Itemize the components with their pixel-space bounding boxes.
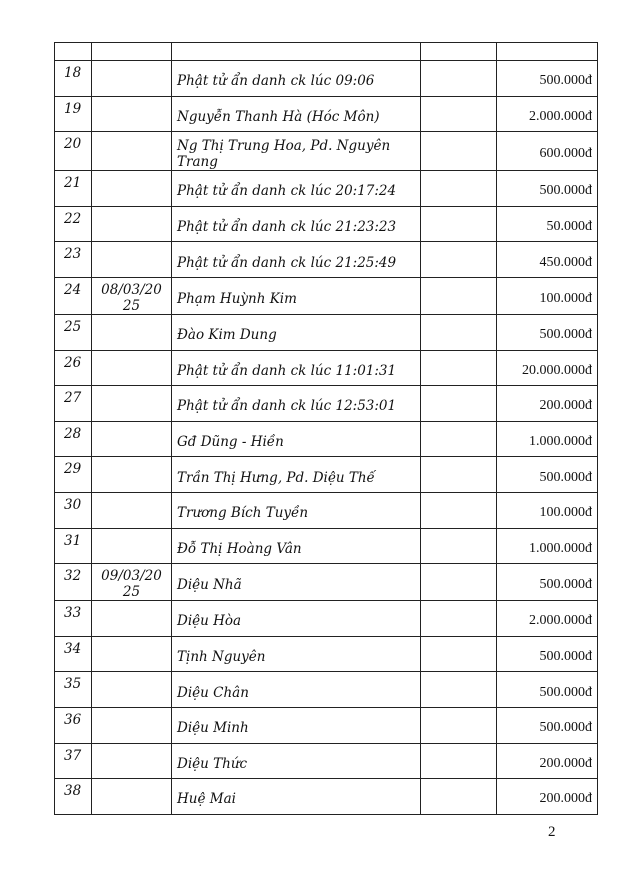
amount-cell: 500.000đ xyxy=(497,314,598,350)
row-number-cell: 36 xyxy=(55,707,92,743)
date-cell xyxy=(92,61,172,97)
amount-cell: 20.000.000đ xyxy=(497,350,598,386)
amount-cell: 200.000đ xyxy=(497,779,598,815)
table-row xyxy=(55,707,598,743)
blank-cell xyxy=(421,492,497,528)
amount-cell: 600.000đ xyxy=(497,132,598,171)
donor-name-cell: Phật tử ẩn danh ck lúc 20:17:24 xyxy=(172,171,421,207)
page-number: 2 xyxy=(548,824,556,840)
row-number-cell: 31 xyxy=(55,528,92,564)
blank-cell xyxy=(421,242,497,278)
amount-cell: 500.000đ xyxy=(497,61,598,97)
amount-cell: 500.000đ xyxy=(497,564,598,601)
blank-cell xyxy=(421,672,497,708)
blank-cell xyxy=(421,743,497,779)
header-cell-name xyxy=(172,43,421,61)
date-cell xyxy=(92,672,172,708)
donor-name-cell: Diệu Hòa xyxy=(172,601,421,637)
table-header-row xyxy=(55,43,598,61)
blank-cell xyxy=(421,564,497,601)
row-number-cell: 23 xyxy=(55,242,92,278)
table-row xyxy=(55,314,598,350)
row-number-cell: 26 xyxy=(55,350,92,386)
donor-name-cell: Ng Thị Trung Hoa, Pd. Nguyên Trang xyxy=(172,132,421,171)
amount-cell: 500.000đ xyxy=(497,636,598,672)
amount-cell: 200.000đ xyxy=(497,386,598,422)
donor-name-cell: Trần Thị Hưng, Pd. Diệu Thế xyxy=(172,457,421,493)
row-number-cell: 35 xyxy=(55,672,92,708)
row-number-cell: 33 xyxy=(55,601,92,637)
blank-cell xyxy=(421,350,497,386)
blank-cell xyxy=(421,601,497,637)
blank-cell xyxy=(421,421,497,457)
row-number-cell: 25 xyxy=(55,314,92,350)
blank-cell xyxy=(421,779,497,815)
row-number-cell: 20 xyxy=(55,132,92,171)
blank-cell xyxy=(421,386,497,422)
table-row xyxy=(55,779,598,815)
table-row xyxy=(55,564,598,601)
table-row xyxy=(55,421,598,457)
row-number-cell: 34 xyxy=(55,636,92,672)
date-cell: 09/03/20 25 xyxy=(92,564,172,601)
amount-cell: 100.000đ xyxy=(497,277,598,314)
donor-name-cell: Tịnh Nguyên xyxy=(172,636,421,672)
donor-name-cell: Đỗ Thị Hoàng Vân xyxy=(172,528,421,564)
donor-name-cell: Diệu Thức xyxy=(172,743,421,779)
table-row xyxy=(55,386,598,422)
row-number-cell: 24 xyxy=(55,277,92,314)
row-number-cell: 27 xyxy=(55,386,92,422)
donor-name-cell: Phật tử ẩn danh ck lúc 09:06 xyxy=(172,61,421,97)
row-number-cell: 28 xyxy=(55,421,92,457)
donor-name-cell: Phật tử ẩn danh ck lúc 11:01:31 xyxy=(172,350,421,386)
blank-cell xyxy=(421,314,497,350)
date-cell xyxy=(92,779,172,815)
donor-name-cell: Diệu Nhã xyxy=(172,564,421,601)
amount-cell: 1.000.000đ xyxy=(497,528,598,564)
amount-cell: 50.000đ xyxy=(497,206,598,242)
table-row xyxy=(55,528,598,564)
amount-cell: 500.000đ xyxy=(497,171,598,207)
blank-cell xyxy=(421,206,497,242)
amount-cell: 200.000đ xyxy=(497,743,598,779)
amount-cell: 500.000đ xyxy=(497,672,598,708)
amount-cell: 1.000.000đ xyxy=(497,421,598,457)
donor-name-cell: Đào Kim Dung xyxy=(172,314,421,350)
row-number-cell: 30 xyxy=(55,492,92,528)
donor-name-cell: Diệu Chân xyxy=(172,672,421,708)
table-row xyxy=(55,277,598,314)
amount-cell: 500.000đ xyxy=(497,457,598,493)
table-row xyxy=(55,601,598,637)
date-cell: 08/03/20 25 xyxy=(92,277,172,314)
row-number-cell: 32 xyxy=(55,564,92,601)
row-number-cell: 22 xyxy=(55,206,92,242)
table-row xyxy=(55,242,598,278)
donor-name-cell: Nguyễn Thanh Hà (Hóc Môn) xyxy=(172,96,421,132)
donor-name-cell: Trương Bích Tuyền xyxy=(172,492,421,528)
donor-name-cell: Phật tử ẩn danh ck lúc 21:25:49 xyxy=(172,242,421,278)
header-cell-blank xyxy=(421,43,497,61)
row-number-cell: 18 xyxy=(55,61,92,97)
date-cell xyxy=(92,421,172,457)
date-cell xyxy=(92,707,172,743)
date-cell xyxy=(92,743,172,779)
donor-name-cell: Phạm Huỳnh Kim xyxy=(172,277,421,314)
table-row xyxy=(55,96,598,132)
amount-cell: 2.000.000đ xyxy=(497,601,598,637)
donation-table xyxy=(54,42,598,815)
amount-cell: 450.000đ xyxy=(497,242,598,278)
blank-cell xyxy=(421,636,497,672)
row-number-cell: 29 xyxy=(55,457,92,493)
amount-cell: 500.000đ xyxy=(497,707,598,743)
row-number-cell: 19 xyxy=(55,96,92,132)
blank-cell xyxy=(421,457,497,493)
table-row xyxy=(55,636,598,672)
blank-cell xyxy=(421,277,497,314)
row-number-cell: 21 xyxy=(55,171,92,207)
date-cell xyxy=(92,314,172,350)
date-cell xyxy=(92,601,172,637)
date-cell xyxy=(92,242,172,278)
amount-cell: 2.000.000đ xyxy=(497,96,598,132)
table-row xyxy=(55,171,598,207)
header-cell-date xyxy=(92,43,172,61)
table-row xyxy=(55,457,598,493)
row-number-cell: 38 xyxy=(55,779,92,815)
table-row xyxy=(55,672,598,708)
donor-name-cell: Gđ Dũng - Hiền xyxy=(172,421,421,457)
date-cell xyxy=(92,350,172,386)
blank-cell xyxy=(421,171,497,207)
table-row xyxy=(55,743,598,779)
table-row xyxy=(55,132,598,171)
table-row xyxy=(55,350,598,386)
blank-cell xyxy=(421,707,497,743)
header-cell-stt xyxy=(55,43,92,61)
date-cell xyxy=(92,132,172,171)
date-cell xyxy=(92,171,172,207)
donor-name-cell: Diệu Minh xyxy=(172,707,421,743)
row-number-cell: 37 xyxy=(55,743,92,779)
date-cell xyxy=(92,457,172,493)
donation-table-body xyxy=(55,43,598,815)
date-cell xyxy=(92,492,172,528)
donor-name-cell: Phật tử ẩn danh ck lúc 12:53:01 xyxy=(172,386,421,422)
table-row xyxy=(55,61,598,97)
blank-cell xyxy=(421,61,497,97)
amount-cell: 100.000đ xyxy=(497,492,598,528)
donor-name-cell: Phật tử ẩn danh ck lúc 21:23:23 xyxy=(172,206,421,242)
date-cell xyxy=(92,206,172,242)
date-cell xyxy=(92,386,172,422)
header-cell-amount xyxy=(497,43,598,61)
table-row xyxy=(55,492,598,528)
blank-cell xyxy=(421,528,497,564)
table-row xyxy=(55,206,598,242)
blank-cell xyxy=(421,96,497,132)
date-cell xyxy=(92,96,172,132)
donor-name-cell: Huệ Mai xyxy=(172,779,421,815)
date-cell xyxy=(92,636,172,672)
blank-cell xyxy=(421,132,497,171)
date-cell xyxy=(92,528,172,564)
